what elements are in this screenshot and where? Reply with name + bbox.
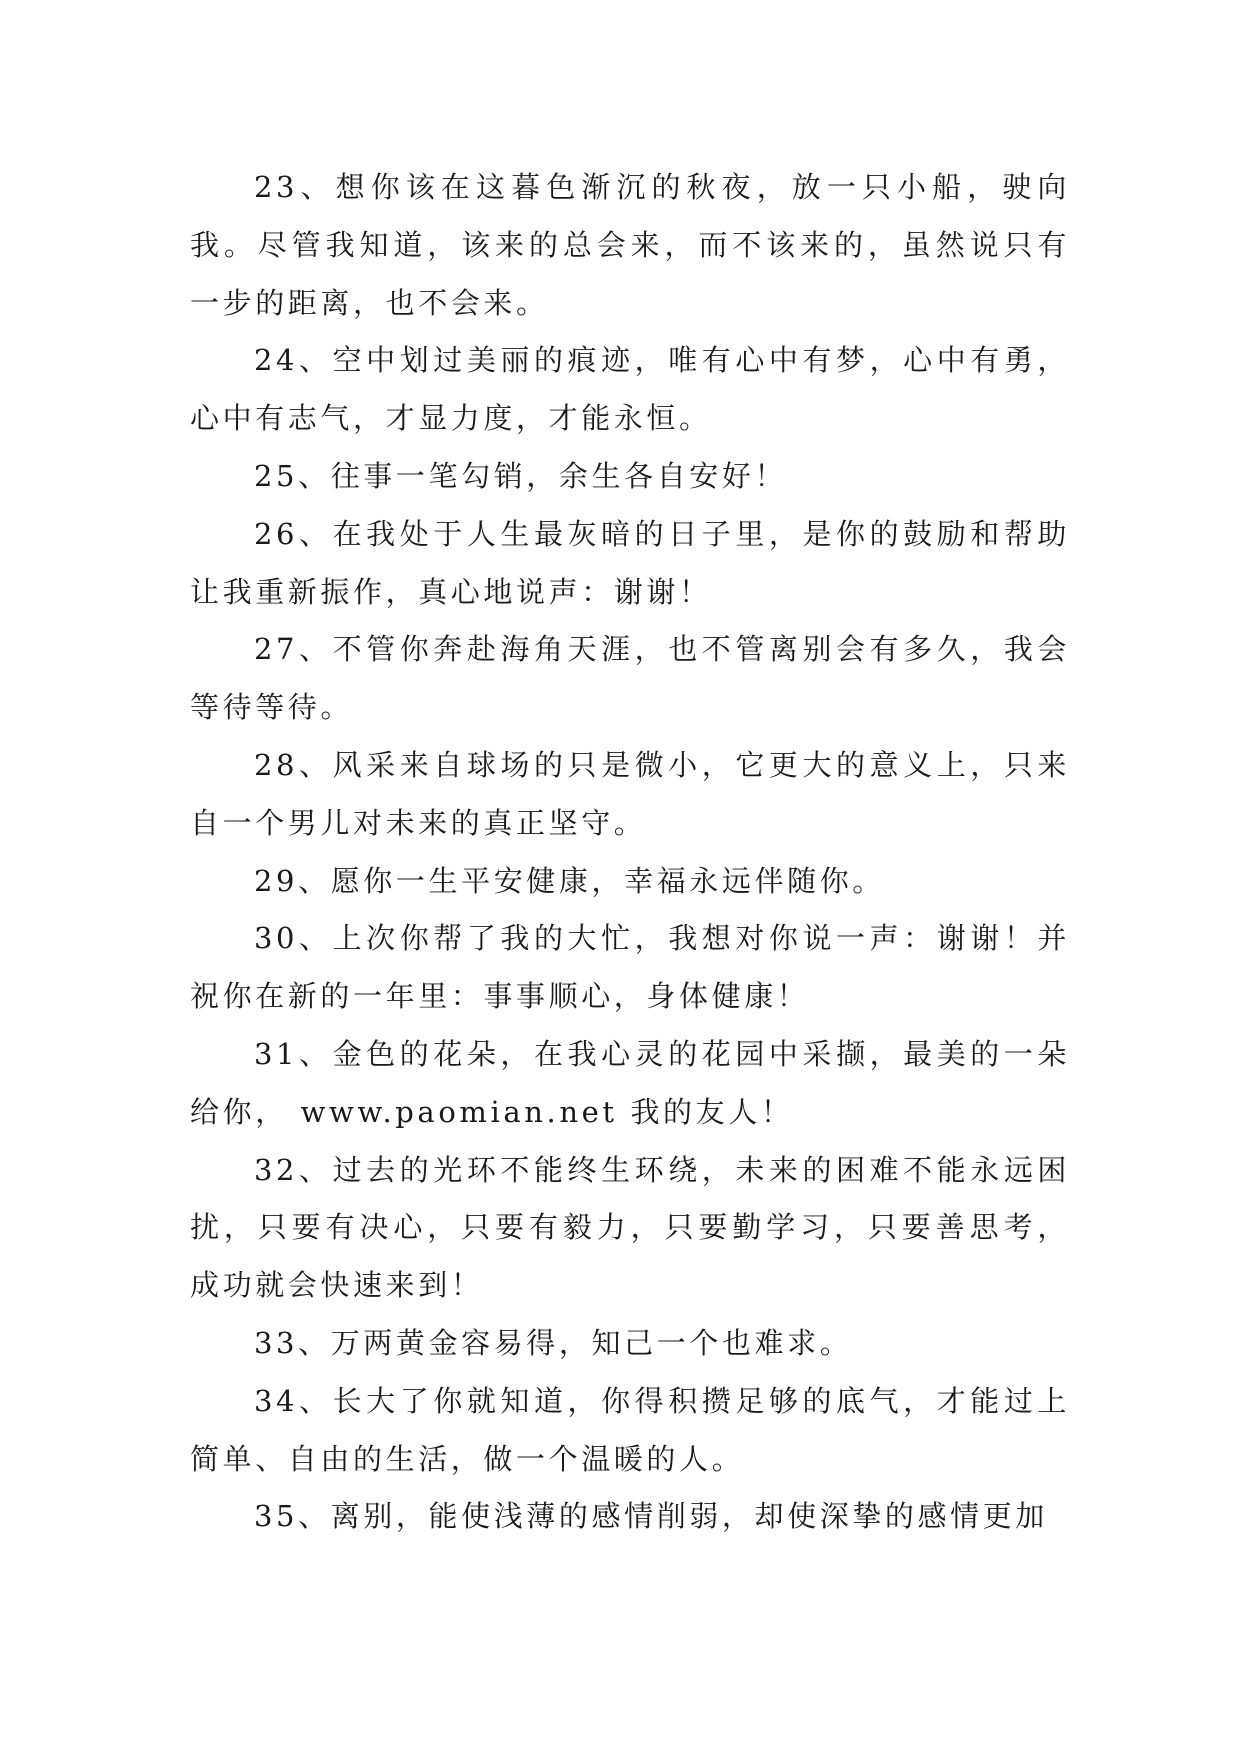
quote-paragraph-25: 25、往事一笔勾销，余生各自安好！ (254, 458, 788, 493)
quote-paragraph-35: 35、离别，能使浅薄的感情削弱，却使深挚的感情更加 (254, 1499, 1048, 1534)
quote-paragraph-28: 28、风采来自球场的只是微小，它更大的意义上，只来自一个男儿对未来的真正坚守。 (190, 747, 1070, 840)
quote-paragraph-23: 23、想你该在这暮色渐沉的秋夜，放一只小船，驶向我。尽管我知道，该来的总会来，而不该来的，虽然说只有一步的距离，也不会来。 (190, 170, 1070, 320)
quote-paragraph-26: 26、在我处于人生最灰暗的日子里，是你的鼓励和帮助让我重新振作，真心地说声：谢谢！ (190, 516, 1070, 609)
quote-paragraph-29: 29、愿你一生平安健康，幸福永远伴随你。 (254, 863, 885, 898)
quote-paragraph-34: 34、长大了你就知道，你得积攒足够的底气，才能过上简单、自由的生活，做一个温暖的人。 (190, 1383, 1070, 1476)
quote-paragraph-27: 27、不管你奔赴海角天涯，也不管离别会有多久，我会等待等待。 (190, 632, 1070, 725)
quote-paragraph-33: 33、万两黄金容易得，知己一个也难求。 (254, 1325, 853, 1360)
quote-paragraph-30: 30、上次你帮了我的大忙，我想对你说一声：谢谢！并祝你在新的一年里：事事顺心，身体健康！ (190, 921, 1070, 1014)
quote-paragraph-24: 24、空中划过美丽的痕迹，唯有心中有梦，心中有勇，心中有志气，才显力度，才能永恒。 (190, 343, 1070, 436)
quote-paragraph-31: 31、金色的花朵，在我心灵的花园中采撷，最美的一朵给你， www.paomian.net 我的友人！ (190, 1036, 1070, 1129)
document-body (190, 159, 1070, 1546)
quote-paragraph-32: 32、过去的光环不能终生环绕，未来的困难不能永远困扰，只要有决心，只要有毅力，只要勤学习，只要善思考，成功就会快速来到！ (190, 1152, 1070, 1303)
